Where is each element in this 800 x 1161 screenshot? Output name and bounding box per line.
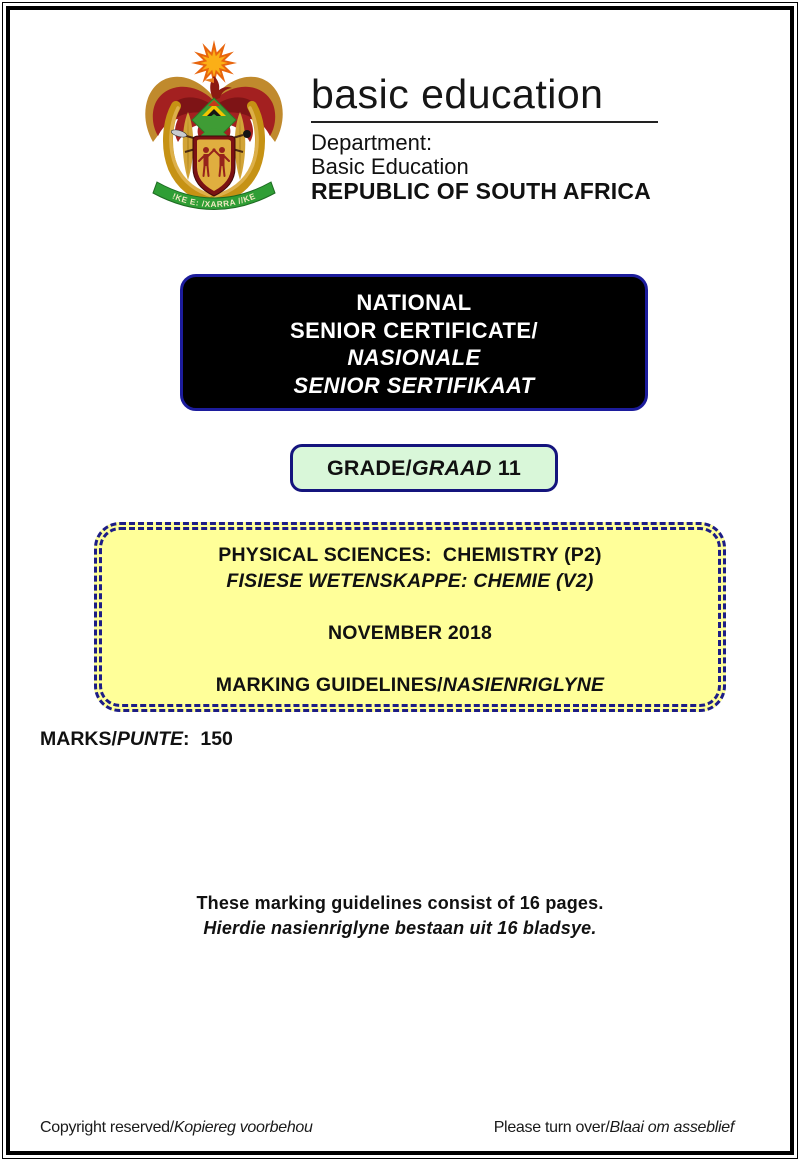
copyright-en: Copyright reserved/	[40, 1119, 174, 1136]
brand-underline	[311, 121, 658, 123]
exam-session: NOVEMBER 2018	[327, 622, 493, 644]
turn-over-en: Please turn over/	[493, 1119, 610, 1136]
certificate-line-3: NASIONALE	[347, 345, 481, 370]
copyright-af: Kopiereg voorbehou	[173, 1119, 313, 1136]
subject-title-af: FISIESE WETENSKAPPE: CHEMIE (V2)	[226, 570, 594, 592]
brand-title: basic education	[311, 71, 604, 117]
subject-box	[94, 522, 726, 712]
document-type	[97, 672, 723, 698]
department-name: Basic Education	[311, 154, 469, 179]
certificate-line-2: SENIOR CERTIFICATE/	[290, 317, 538, 343]
department-label: Department:	[311, 130, 433, 155]
grade-number: 11	[491, 456, 521, 480]
header-block	[311, 72, 671, 204]
turn-over-af: Blaai om asseblief	[609, 1119, 734, 1136]
shield	[193, 136, 235, 196]
doc-type-en: MARKING GUIDELINES/	[215, 674, 443, 696]
doc-type-af: NASIENRIGLYNE	[442, 674, 605, 696]
pages-note-en: These marking guidelines consist of 16 pages.	[196, 893, 604, 913]
certificate-title-box	[180, 274, 648, 411]
marks-separator: :	[183, 728, 201, 750]
grade-label-af: GRAAD	[411, 456, 492, 480]
grade-label-en: GRADE/	[327, 456, 412, 480]
motto-text: !KE E: /XARRA //KE	[170, 191, 258, 210]
copyright-notice	[40, 1119, 313, 1137]
marks-value: 150	[200, 728, 233, 750]
subject-title-en: PHYSICAL SCIENCES: CHEMISTRY (P2)	[218, 544, 602, 566]
pages-note	[0, 891, 800, 941]
turn-over-notice	[494, 1119, 734, 1137]
coat-of-arms-logo	[143, 36, 285, 224]
grade-badge	[290, 444, 558, 492]
marks-label-en: MARKS/	[40, 728, 117, 750]
country-name: REPUBLIC OF SOUTH AFRICA	[311, 178, 651, 204]
certificate-line-4: SENIOR SERTIFIKAAT	[293, 372, 535, 398]
marks-line	[40, 728, 233, 751]
marks-label-af: PUNTE	[116, 728, 184, 750]
pages-note-af: Hierdie nasienriglyne bestaan uit 16 bladsye.	[203, 918, 597, 938]
certificate-line-1: NATIONAL	[356, 290, 472, 315]
footer	[40, 1119, 734, 1137]
